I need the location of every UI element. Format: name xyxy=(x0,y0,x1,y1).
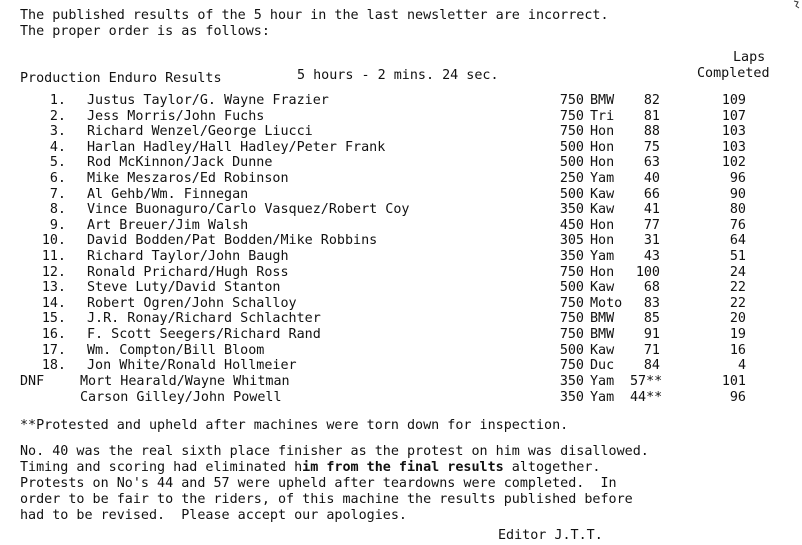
rider-names: Carson Gilley/John Powell xyxy=(80,390,282,405)
result-position: 10. xyxy=(41,233,66,248)
laps-completed: 76 xyxy=(729,218,746,233)
bike-number: 66 xyxy=(643,187,660,202)
result-row xyxy=(0,171,802,187)
bike-number: 63 xyxy=(643,155,660,170)
bike-make: BMW xyxy=(590,327,615,342)
rider-names: Robert Ogren/John Schalloy xyxy=(87,296,297,311)
result-row xyxy=(0,93,802,109)
bike-make: Kaw xyxy=(590,343,615,358)
engine-cc: 750 xyxy=(559,265,584,280)
result-position: 6. xyxy=(49,171,66,186)
result-position: 1. xyxy=(49,93,66,108)
result-position: 2. xyxy=(49,109,66,124)
bike-make: Duc xyxy=(590,358,615,373)
laps-completed: 80 xyxy=(729,202,746,217)
result-row xyxy=(0,265,802,281)
result-position: 7. xyxy=(49,187,66,202)
page-edge-mark xyxy=(792,0,802,10)
engine-cc: 500 xyxy=(559,155,584,170)
result-position: 15. xyxy=(41,311,66,326)
result-row xyxy=(0,296,802,312)
engine-cc: 750 xyxy=(559,109,584,124)
engine-cc: 750 xyxy=(559,311,584,326)
bike-make: Tri xyxy=(590,109,615,124)
laps-completed: 103 xyxy=(721,140,746,155)
dnf-row xyxy=(0,390,802,406)
note-line-1: No. 40 was the real sixth place finisher as the protest on him was disallowed. xyxy=(20,444,649,459)
laps-completed: 101 xyxy=(721,374,746,389)
bike-make: Hon xyxy=(590,233,615,248)
result-position: 5. xyxy=(49,155,66,170)
result-row xyxy=(0,202,802,218)
engine-cc: 750 xyxy=(559,296,584,311)
result-row xyxy=(0,280,802,296)
bike-make: Hon xyxy=(590,124,615,139)
result-position: 11. xyxy=(41,249,66,264)
laps-completed: 107 xyxy=(721,109,746,124)
result-row xyxy=(0,311,802,327)
bike-number: 57** xyxy=(630,374,663,389)
result-row xyxy=(0,358,802,374)
bike-number: 91 xyxy=(643,327,660,342)
bike-number: 41 xyxy=(643,202,660,217)
result-row xyxy=(0,218,802,234)
engine-cc: 750 xyxy=(559,327,584,342)
dnf-label: DNF xyxy=(20,374,45,389)
bike-number: 88 xyxy=(643,124,660,139)
result-position: 14. xyxy=(41,296,66,311)
bike-make: Yam xyxy=(590,390,615,405)
engine-cc: 350 xyxy=(559,249,584,264)
rider-names: Justus Taylor/G. Wayne Frazier xyxy=(87,93,329,108)
rider-names: Vince Buonaguro/Carlo Vasquez/Robert Coy xyxy=(87,202,410,217)
engine-cc: 450 xyxy=(559,218,584,233)
result-position: 13. xyxy=(41,280,66,295)
bike-number: 40 xyxy=(643,171,660,186)
bike-number: 68 xyxy=(643,280,660,295)
laps-completed: 102 xyxy=(721,155,746,170)
result-position: 12. xyxy=(41,265,66,280)
bike-make: Yam xyxy=(590,249,615,264)
engine-cc: 750 xyxy=(559,93,584,108)
result-position: 9. xyxy=(49,218,66,233)
result-row xyxy=(0,343,802,359)
bike-make: Hon xyxy=(590,265,615,280)
bike-make: Yam xyxy=(590,374,615,389)
bike-make: Hon xyxy=(590,140,615,155)
editor-signature: Editor J.T.T. xyxy=(498,528,603,543)
race-duration: 5 hours - 2 mins. 24 sec. xyxy=(297,68,499,83)
bike-number: 31 xyxy=(643,233,660,248)
engine-cc: 750 xyxy=(559,124,584,139)
rider-names: J.R. Ronay/Richard Schlachter xyxy=(87,311,321,326)
engine-cc: 350 xyxy=(559,374,584,389)
result-position: 16. xyxy=(41,327,66,342)
result-position: 8. xyxy=(49,202,66,217)
bike-number: 75 xyxy=(643,140,660,155)
result-row xyxy=(0,109,802,125)
bike-number: 85 xyxy=(643,311,660,326)
result-row xyxy=(0,327,802,343)
bike-make: BMW xyxy=(590,93,615,108)
laps-completed: 64 xyxy=(729,233,746,248)
laps-completed: 19 xyxy=(729,327,746,342)
rider-names: Mike Meszaros/Ed Robinson xyxy=(87,171,289,186)
bike-number: 84 xyxy=(643,358,660,373)
bike-make: Kaw xyxy=(590,187,615,202)
engine-cc: 500 xyxy=(559,343,584,358)
laps-completed: 90 xyxy=(729,187,746,202)
bike-number: 100 xyxy=(635,265,660,280)
laps-completed: 4 xyxy=(737,358,746,373)
intro-line-1: The published results of the 5 hour in the last newsletter are incorrect. xyxy=(20,8,609,23)
note-line-5: had to be revised. Please accept our apologies. xyxy=(20,508,407,523)
intro-line-2: The proper order is as follows: xyxy=(20,24,270,39)
bike-make: Moto xyxy=(590,296,623,311)
result-position: 18. xyxy=(41,358,66,373)
bike-number: 71 xyxy=(643,343,660,358)
rider-names: Rod McKinnon/Jack Dunne xyxy=(87,155,273,170)
bike-number: 44** xyxy=(630,390,663,405)
result-row xyxy=(0,155,802,171)
laps-completed: 96 xyxy=(729,171,746,186)
rider-names: Richard Wenzel/George Liucci xyxy=(87,124,313,139)
bike-make: Yam xyxy=(590,171,615,186)
laps-completed: 20 xyxy=(729,311,746,326)
bike-make: Kaw xyxy=(590,280,615,295)
bike-make: Kaw xyxy=(590,202,615,217)
engine-cc: 500 xyxy=(559,187,584,202)
result-row xyxy=(0,187,802,203)
laps-header-bottom: Completed xyxy=(697,66,770,81)
engine-cc: 350 xyxy=(559,390,584,405)
laps-completed: 22 xyxy=(729,296,746,311)
laps-completed: 103 xyxy=(721,124,746,139)
laps-completed: 51 xyxy=(729,249,746,264)
rider-names: Richard Taylor/John Baugh xyxy=(87,249,289,264)
laps-completed: 16 xyxy=(729,343,746,358)
bike-number: 43 xyxy=(643,249,660,264)
rider-names: David Bodden/Pat Bodden/Mike Robbins xyxy=(87,233,378,248)
footnote: **Protested and upheld after machines were torn down for inspection. xyxy=(20,418,569,433)
bike-make: BMW xyxy=(590,311,615,326)
result-row xyxy=(0,124,802,140)
engine-cc: 250 xyxy=(559,171,584,186)
note-line-4: order to be fair to the riders, of this machine the results published before xyxy=(20,492,633,507)
bike-make: Hon xyxy=(590,155,615,170)
rider-names: Jon White/Ronald Hollmeier xyxy=(87,358,297,373)
engine-cc: 350 xyxy=(559,202,584,217)
rider-names: Ronald Prichard/Hugh Ross xyxy=(87,265,289,280)
bike-number: 77 xyxy=(643,218,660,233)
rider-names: Al Gehb/Wm. Finnegan xyxy=(87,187,249,202)
rider-names: Steve Luty/David Stanton xyxy=(87,280,281,295)
note-line-2: Timing and scoring had eliminated him from the final results altogether. xyxy=(20,460,601,475)
engine-cc: 500 xyxy=(559,140,584,155)
results-title: Production Enduro Results xyxy=(20,71,222,86)
result-row xyxy=(0,249,802,265)
result-position: 4. xyxy=(49,140,66,155)
result-position: 3. xyxy=(49,124,66,139)
laps-completed: 24 xyxy=(729,265,746,280)
laps-completed: 96 xyxy=(729,390,746,405)
dnf-row xyxy=(0,374,802,390)
rider-names: Wm. Compton/Bill Bloom xyxy=(87,343,265,358)
rider-names: Harlan Hadley/Hall Hadley/Peter Frank xyxy=(87,140,386,155)
bike-number: 82 xyxy=(643,93,660,108)
result-position: 17. xyxy=(41,343,66,358)
engine-cc: 500 xyxy=(559,280,584,295)
laps-completed: 22 xyxy=(729,280,746,295)
bike-number: 83 xyxy=(643,296,660,311)
result-row xyxy=(0,233,802,249)
result-row xyxy=(0,140,802,156)
note-line-3: Protests on No's 44 and 57 were upheld after teardowns were completed. In xyxy=(20,476,617,491)
rider-names: Art Breuer/Jim Walsh xyxy=(87,218,249,233)
bike-make: Hon xyxy=(590,218,615,233)
bike-number: 81 xyxy=(643,109,660,124)
engine-cc: 750 xyxy=(559,358,584,373)
rider-names: Jess Morris/John Fuchs xyxy=(87,109,265,124)
laps-header-top: Laps xyxy=(733,50,766,65)
engine-cc: 305 xyxy=(559,233,584,248)
laps-completed: 109 xyxy=(721,93,746,108)
rider-names: F. Scott Seegers/Richard Rand xyxy=(87,327,321,342)
rider-names: Mort Hearald/Wayne Whitman xyxy=(80,374,290,389)
